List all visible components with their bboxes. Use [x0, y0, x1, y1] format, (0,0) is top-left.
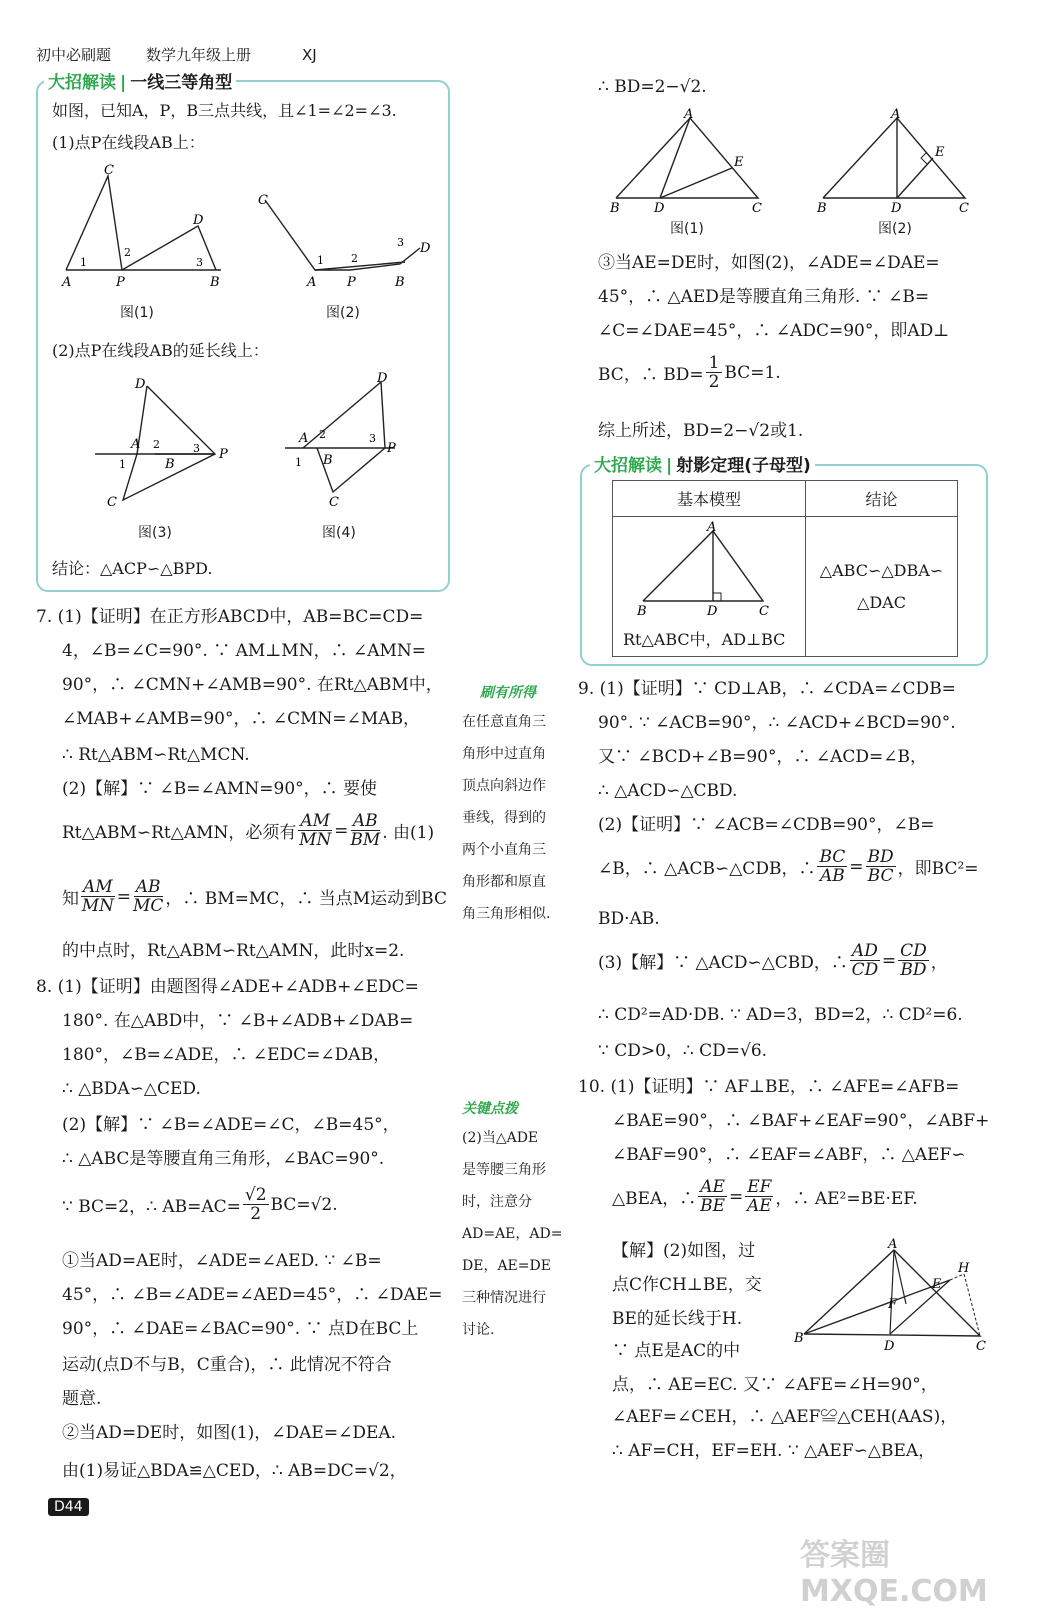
- projection-model-caption: Rt△ABC中，AD⊥BC: [623, 630, 786, 649]
- box2-topic: 射影定理(子母型): [676, 456, 811, 476]
- fraction-numerator: AM: [300, 811, 331, 831]
- fraction-am-mn-2: [81, 878, 115, 915]
- svg-text:1: 1: [119, 458, 126, 471]
- q7-line6: (2)【解】∵ ∠B=∠AMN=90°，∴ 要使: [62, 779, 378, 799]
- q9-line4: ∴ △ACD∽△CBD.: [598, 781, 738, 801]
- box1-heading: 大招解读 | 一线三等角型: [44, 72, 236, 94]
- box1-case1: (1)点P在线段AB上：: [52, 133, 205, 152]
- side-note2: [462, 1122, 562, 1346]
- svg-text:1: 1: [317, 254, 324, 267]
- q9-line9: ∴ CD²=AD·DB. ∵ AD=3，BD=2，∴ CD²=6.: [598, 1005, 963, 1025]
- svg-text:B: B: [817, 201, 827, 216]
- fraction-sqrt2-over-2: [243, 1186, 269, 1223]
- side-note2-title: 关键点拨: [462, 1101, 518, 1117]
- right-figure1: [608, 108, 768, 218]
- equals-sign: =: [728, 1186, 744, 1207]
- box1-figure2: [255, 190, 435, 290]
- svg-text:B: B: [637, 604, 647, 617]
- q10-line7: BE的延长线于H.: [612, 1309, 743, 1329]
- q7-line1: 7. (1)【证明】在正方形ABCD中，AB=BC=CD=: [36, 607, 424, 627]
- side-note1-line: 角形都和原直: [462, 874, 546, 890]
- svg-text:E: E: [935, 145, 945, 160]
- q7-line9: 的中点时，Rt△ABM∽Rt△AMN，此时x=2.: [62, 941, 405, 961]
- fraction-numerator: AE: [700, 1177, 725, 1197]
- svg-text:D: D: [654, 201, 665, 216]
- q7-line7-text-a: Rt△ABM∽Rt△AMN，必须有: [62, 823, 297, 843]
- q8-line3: 180°，∠B=∠ADE，∴ ∠EDC=∠DAB，: [62, 1045, 391, 1065]
- q9-line6-text-b: ，即BC²=: [897, 859, 979, 879]
- q9-line6-text-a: ∠B，∴ △ACB∽△CDB，∴: [598, 859, 816, 879]
- svg-text:C: C: [258, 193, 268, 208]
- side-note1: [462, 706, 550, 930]
- svg-text:H: H: [958, 1261, 970, 1276]
- svg-text:D: D: [707, 604, 718, 617]
- projection-model-figure: [633, 521, 783, 617]
- q10-line1: 10. (1)【证明】∵ AF⊥BE，∴ ∠AFE=∠AFB=: [578, 1077, 960, 1097]
- side-note2-line: 是等腰三角形: [462, 1162, 546, 1178]
- fraction-numerator: BC: [819, 847, 846, 867]
- header-subject: 数学九年级上册: [146, 46, 252, 64]
- svg-text:2: 2: [124, 246, 131, 259]
- side-note1-line: 在任意直角三: [462, 714, 546, 730]
- fraction-denominator: BC: [867, 866, 894, 886]
- fraction-denominator: 2: [250, 1204, 262, 1224]
- box1-figure1: [56, 160, 236, 290]
- q7-line8-text-a: 知: [62, 889, 79, 909]
- fraction-denominator: AB: [819, 866, 845, 886]
- svg-text:A: A: [891, 108, 901, 122]
- svg-text:P: P: [387, 441, 396, 456]
- right-fig1-caption: 图(1): [670, 221, 704, 237]
- svg-text:1: 1: [80, 256, 87, 269]
- q10-figure: [790, 1236, 990, 1356]
- q7-line7-text-b: . 由(1): [382, 823, 435, 843]
- right-line5-text-a: BC，∴ BD=: [598, 365, 704, 385]
- q10-line10: ∠AEF=∠CEH，∴ △AEF≌△CEH(AAS)，: [612, 1407, 958, 1427]
- svg-text:E: E: [932, 1277, 942, 1292]
- q10-line4-text-b: ，∴ AE²=BE·EF.: [775, 1189, 918, 1209]
- right-line2: ③当AE=DE时，如图(2)，∠ADE=∠DAE=: [598, 253, 940, 273]
- side-note2-line: 时，注意分: [462, 1194, 532, 1210]
- svg-text:B: B: [323, 453, 333, 468]
- side-note1-title: 刷有所得: [480, 685, 536, 701]
- fraction-denominator: BD: [900, 960, 927, 980]
- fraction-numerator: CD: [900, 941, 927, 961]
- fraction-numerator: EF: [747, 1177, 772, 1197]
- q10-line2: ∠BAE=90°，∴ ∠BAF+∠EAF=90°，∠ABF+: [612, 1111, 990, 1131]
- q7-line5: ∴ Rt△ABM∽Rt△MCN.: [62, 745, 250, 765]
- box-one-line-three-angles: [36, 80, 450, 592]
- fraction-denominator: AE: [746, 1196, 772, 1216]
- q9-line6: [598, 848, 979, 885]
- fraction-bd-bc: [866, 848, 896, 885]
- fraction-one-half: [706, 354, 723, 391]
- right-line5: [598, 354, 781, 391]
- conclusion-line2: △DAC: [857, 592, 906, 612]
- svg-text:D: D: [377, 372, 388, 386]
- q10-line4-text-a: △BEA，∴: [612, 1189, 697, 1209]
- svg-text:D: D: [193, 213, 204, 228]
- svg-text:3: 3: [397, 236, 404, 249]
- fraction-numerator: AD: [851, 941, 878, 961]
- fraction-numerator: AM: [83, 877, 113, 897]
- svg-text:F: F: [888, 1297, 898, 1312]
- svg-text:A: A: [307, 275, 317, 290]
- q8-line8: ①当AD=AE时，∠ADE=∠AED. ∵ ∠B=: [62, 1251, 382, 1271]
- box1-figure4: [285, 372, 435, 512]
- svg-text:C: C: [959, 201, 969, 216]
- fraction-ad-cd: [850, 942, 880, 979]
- right-line4: ∠C=∠DAE=45°，∴ ∠ADC=90°，即AD⊥: [598, 321, 950, 341]
- page-number: D44: [48, 1498, 89, 1516]
- q8-line12: 题意.: [62, 1389, 102, 1409]
- fraction-denominator: MN: [81, 896, 114, 916]
- fraction-am-mn: [298, 812, 332, 849]
- side-note1-line: 顶点向斜边作: [462, 778, 546, 794]
- box1-fig4-caption: 图(4): [322, 525, 356, 541]
- q8-line14: 由(1)易证△BDA≌△CED，∴ AB=DC=√2，: [62, 1461, 407, 1481]
- q8-line11: 运动(点D不与B，C重合)，∴ 此情况不符合: [62, 1355, 392, 1375]
- svg-text:C: C: [759, 604, 769, 617]
- fraction-numerator: AB: [352, 811, 378, 831]
- fraction-denominator: MN: [299, 830, 332, 850]
- fraction-denominator: BM: [350, 830, 381, 850]
- right-fig2-caption: 图(2): [878, 221, 912, 237]
- svg-text:D: D: [135, 377, 146, 392]
- q10-line9: 点，∴ AE=EC. 又∵ ∠AFE=∠H=90°，: [612, 1375, 938, 1395]
- box1-topic: 一线三等角型: [130, 73, 233, 93]
- svg-text:3: 3: [369, 432, 376, 445]
- q7-line3: 90°，∴ ∠CMN+∠AMB=90°. 在Rt△ABM中，: [62, 675, 443, 695]
- fraction-ab-bm: [350, 812, 380, 849]
- svg-text:D: D: [891, 201, 902, 216]
- svg-text:C: C: [107, 495, 117, 510]
- fraction-ef-ae: [745, 1178, 773, 1215]
- side-note1-line: 垂线，得到的: [462, 810, 546, 826]
- svg-text:E: E: [734, 155, 744, 170]
- table-header-conclusion: 结论: [806, 481, 958, 517]
- svg-text:C: C: [752, 201, 762, 216]
- side-note2-line: 讨论.: [462, 1322, 495, 1338]
- right-line5-text-b: BC=1.: [724, 362, 781, 383]
- box1-badge: 大招解读: [48, 73, 116, 93]
- svg-text:C: C: [976, 1339, 986, 1354]
- svg-text:C: C: [329, 495, 339, 510]
- box2-heading: 大招解读 | 射影定理(子母型): [590, 455, 815, 477]
- side-note1-line: 两个小直角三: [462, 842, 546, 858]
- svg-text:B: B: [794, 1331, 804, 1346]
- fraction-denominator: 2: [708, 372, 720, 392]
- q10-line5: 【解】(2)如图，过: [612, 1241, 756, 1261]
- svg-text:2: 2: [153, 438, 160, 451]
- svg-text:3: 3: [196, 256, 203, 269]
- q10-line3: ∠BAF=90°，∴ ∠EAF=∠ABF，∴ △AEF∽: [612, 1145, 966, 1165]
- q9-line8: [598, 942, 948, 979]
- fraction-bc-ab: [817, 848, 847, 885]
- svg-text:2: 2: [351, 252, 358, 265]
- side-note1-line: 角三角形相似.: [462, 906, 551, 922]
- svg-text:D: D: [420, 241, 431, 256]
- box2-badge: 大招解读: [594, 456, 662, 476]
- right-figure2: [815, 108, 975, 218]
- svg-text:A: A: [62, 275, 72, 290]
- q8-line7-text-b: BC=√2.: [270, 1194, 338, 1215]
- side-note2-line: 三种情况进行: [462, 1290, 546, 1306]
- side-note2-line: (2)当△ADE: [462, 1130, 539, 1146]
- equals-sign: =: [849, 856, 864, 877]
- q7-line2: 4，∠B=∠C=90°. ∵ AM⊥MN，∴ ∠AMN=: [62, 641, 427, 661]
- svg-text:B: B: [165, 457, 175, 472]
- table-cell-conclusion: [806, 517, 958, 657]
- svg-text:1: 1: [295, 456, 302, 469]
- q8-line9: 45°，∴ ∠B=∠ADE=∠AED=45°，∴ ∠DAE=: [62, 1285, 443, 1305]
- q8-line6: ∴ △ABC是等腰直角三角形，∠BAC=90°.: [62, 1149, 385, 1169]
- equals-sign: =: [334, 820, 349, 841]
- q9-line3: 又∵ ∠BCD+∠B=90°，∴ ∠ACD=∠B，: [598, 747, 927, 767]
- svg-text:B: B: [210, 275, 220, 290]
- table-header-model: 基本模型: [613, 481, 806, 517]
- q9-line7: BD·AB.: [598, 909, 660, 929]
- q8-line4: ∴ △BDA∽△CED.: [62, 1079, 201, 1099]
- q8-line13: ②当AD=DE时，如图(1)，∠DAE=∠DEA.: [62, 1423, 397, 1443]
- q9-line8-text-a: (3)【解】∵ △ACD∽△CBD，∴: [598, 953, 848, 973]
- box2-model-table: [612, 480, 958, 657]
- header-edition: XJ: [302, 46, 317, 64]
- svg-text:A: A: [888, 1237, 898, 1252]
- q9-line5: (2)【证明】∵ ∠ACB=∠CDB=90°，∠B=: [598, 815, 935, 835]
- watermark: 答案圈 MXQE.COM: [800, 1538, 988, 1609]
- svg-text:3: 3: [193, 442, 200, 455]
- q7-line7: [62, 812, 434, 849]
- svg-text:B: B: [395, 275, 405, 290]
- side-note2-line: AD=AE，AD=: [462, 1226, 563, 1242]
- box1-fig2-caption: 图(2): [326, 305, 360, 321]
- fraction-ae-be: [698, 1178, 727, 1215]
- right-line6: 综上所述，BD=2−√2或1.: [598, 421, 804, 441]
- side-note1-line: 角形中过直角: [462, 746, 546, 762]
- box1-figure3: [95, 372, 245, 512]
- fraction-cd-bd: [898, 942, 929, 979]
- q10-line4: [612, 1178, 918, 1215]
- q9-line1: 9. (1)【证明】∵ CD⊥AB，∴ ∠CDA=∠CDB=: [578, 679, 956, 699]
- q9-line2: 90°. ∵ ∠ACB=90°，∴ ∠ACD+∠BCD=90°.: [598, 713, 956, 733]
- q7-line8-text-b: ，∴ BM=MC，∴ 当点M运动到BC: [165, 889, 447, 909]
- box1-intro: 如图，已知A，P，B三点共线，且∠1=∠2=∠3.: [52, 101, 397, 120]
- right-line1: ∴ BD=2−√2.: [598, 77, 707, 97]
- fraction-denominator: MC: [132, 896, 164, 916]
- table-cell-model: [613, 517, 806, 657]
- right-line3: 45°，∴ △AED是等腰直角三角形. ∵ ∠B=: [598, 287, 930, 307]
- svg-text:P: P: [219, 447, 228, 462]
- q8-line5: (2)【解】∵ ∠B=∠ADE=∠C，∠B=45°，: [62, 1115, 400, 1135]
- fraction-denominator: CD: [851, 960, 879, 980]
- q10-line6: 点C作CH⊥BE，交: [612, 1275, 762, 1295]
- q8-line7-text-a: ∵ BC=2，∴ AB=AC=: [62, 1197, 241, 1217]
- box1-fig3-caption: 图(3): [138, 525, 172, 541]
- equals-sign: =: [116, 886, 131, 907]
- fraction-ab-mc: [133, 878, 163, 915]
- header-book: 初中必刷题: [36, 46, 112, 64]
- fraction-denominator: BE: [700, 1196, 726, 1216]
- q8-line2: 180°. 在△ABD中，∵ ∠B+∠ADB+∠DAB=: [62, 1011, 414, 1031]
- svg-text:B: B: [610, 201, 620, 216]
- fraction-numerator: 1: [706, 354, 723, 373]
- svg-text:P: P: [116, 275, 125, 290]
- svg-text:A: A: [299, 431, 309, 446]
- q8-line7: [62, 1186, 338, 1223]
- q9-line8-text-b: ，: [930, 953, 948, 973]
- box1-conclusion: 结论：△ACP∽△BPD.: [52, 559, 213, 578]
- fraction-numerator: √2: [244, 1185, 267, 1205]
- q9-line10: ∵ CD>0，∴ CD=√6.: [598, 1041, 768, 1061]
- q10-line8: ∵ 点E是AC的中: [612, 1341, 741, 1361]
- q8-line10: 90°，∴ ∠DAE=∠BAC=90°. ∵ 点D在BC上: [62, 1319, 419, 1339]
- fraction-numerator: BD: [867, 847, 894, 867]
- q7-line4: ∠MAB+∠AMB=90°，∴ ∠CMN=∠MAB，: [62, 709, 421, 729]
- q8-line1: 8. (1)【证明】由题图得∠ADE+∠ADB+∠EDC=: [36, 977, 419, 997]
- svg-text:C: C: [104, 163, 114, 178]
- fraction-numerator: AB: [135, 877, 161, 897]
- q7-line8: [62, 878, 447, 915]
- conclusion-line1: △ABC∽△DBA∽: [819, 560, 944, 580]
- svg-text:A: A: [131, 437, 141, 452]
- svg-text:P: P: [347, 275, 356, 290]
- svg-text:2: 2: [319, 428, 326, 441]
- svg-text:D: D: [884, 1339, 895, 1354]
- box1-fig1-caption: 图(1): [120, 305, 154, 321]
- svg-text:A: A: [707, 521, 717, 535]
- q10-line11: ∴ AF=CH，EF=EH. ∵ △AEF∽△BEA，: [612, 1441, 936, 1461]
- box1-case2: (2)点P在线段AB的延长线上：: [52, 341, 269, 360]
- svg-text:A: A: [684, 108, 694, 122]
- side-note2-line: DE，AE=DE: [462, 1258, 551, 1274]
- equals-sign: =: [881, 950, 897, 971]
